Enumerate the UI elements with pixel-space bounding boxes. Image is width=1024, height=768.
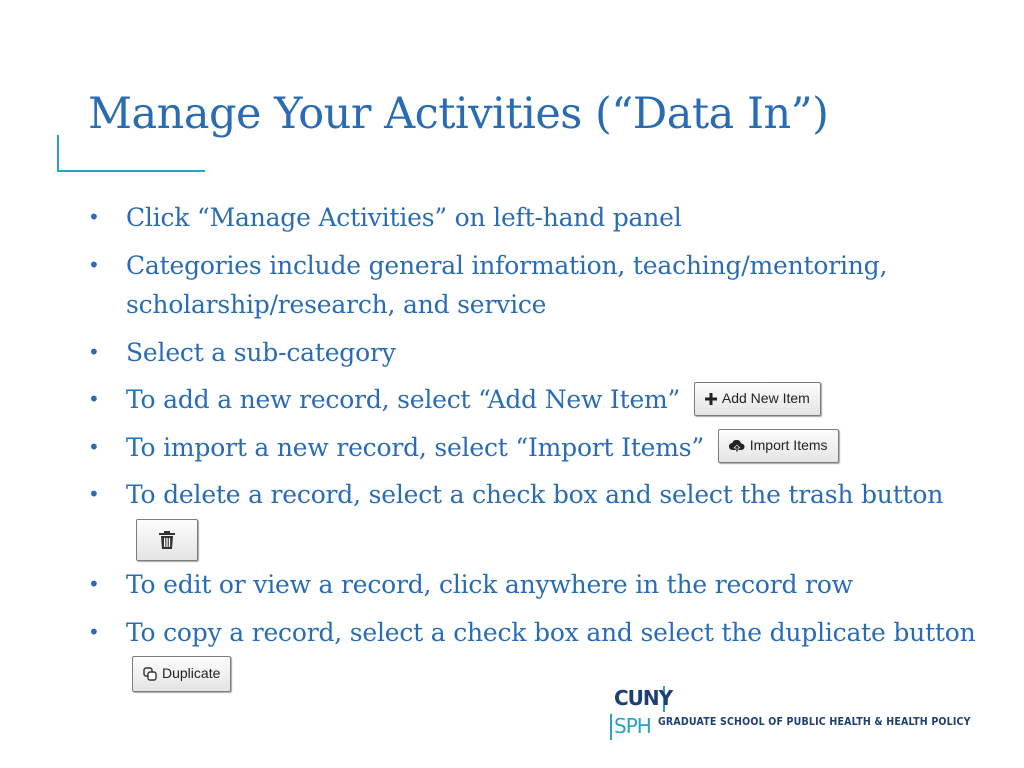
bullet-text: To add a new record, select “Add New Item” xyxy=(126,385,681,414)
bullet-text: To edit or view a record, click anywhere in the record row xyxy=(126,570,853,599)
logo-sph: SPH xyxy=(614,714,651,738)
accent-line-vertical xyxy=(57,135,59,172)
bullet-item xyxy=(88,333,988,373)
bullet-item xyxy=(88,198,988,238)
trash-button[interactable] xyxy=(136,519,198,561)
plus-icon xyxy=(705,393,717,405)
bullet-list xyxy=(88,198,988,700)
slide-title: Manage Your Activities (“Data In”) xyxy=(88,89,829,139)
bullet-text: To copy a record, select a check box and select the duplicate button xyxy=(126,617,976,647)
cloud-upload-icon xyxy=(729,440,745,453)
bullet-item xyxy=(88,380,988,420)
duplicate-label: Duplicate xyxy=(162,664,221,681)
cuny-sph-logo xyxy=(610,686,1022,740)
logo-mark xyxy=(610,686,673,740)
logo-cuny: CUNY xyxy=(614,686,673,710)
bullet-text: To delete a record, select a check box and select the trash button xyxy=(126,480,944,509)
bullet-text: To import a new record, select “Import Items” xyxy=(126,432,704,462)
copy-icon xyxy=(143,667,157,681)
bullet-text: Categories include general information, teaching/mentoring, scholarship/research, and service xyxy=(126,250,888,319)
bullet-text: Select a sub-category xyxy=(126,337,396,367)
import-items-label: Import Items xyxy=(749,437,828,454)
import-items-button[interactable] xyxy=(718,429,839,463)
bullet-item xyxy=(88,428,988,468)
bullet-item xyxy=(88,246,988,325)
bullet-item xyxy=(88,613,988,692)
add-new-item-label: Add New Item xyxy=(721,389,810,406)
bullet-text: Click “Manage Activities” on left-hand panel xyxy=(126,203,682,232)
trash-icon xyxy=(159,531,175,549)
logo-accent-bottom xyxy=(610,714,612,740)
bullet-item xyxy=(88,475,988,557)
add-new-item-button[interactable] xyxy=(694,382,821,416)
logo-school-name: GRADUATE SCHOOL OF PUBLIC HEALTH & HEALTH POLICY xyxy=(658,715,971,728)
duplicate-button[interactable] xyxy=(132,656,231,692)
accent-line-horizontal xyxy=(57,170,205,172)
bullet-item xyxy=(88,565,988,605)
